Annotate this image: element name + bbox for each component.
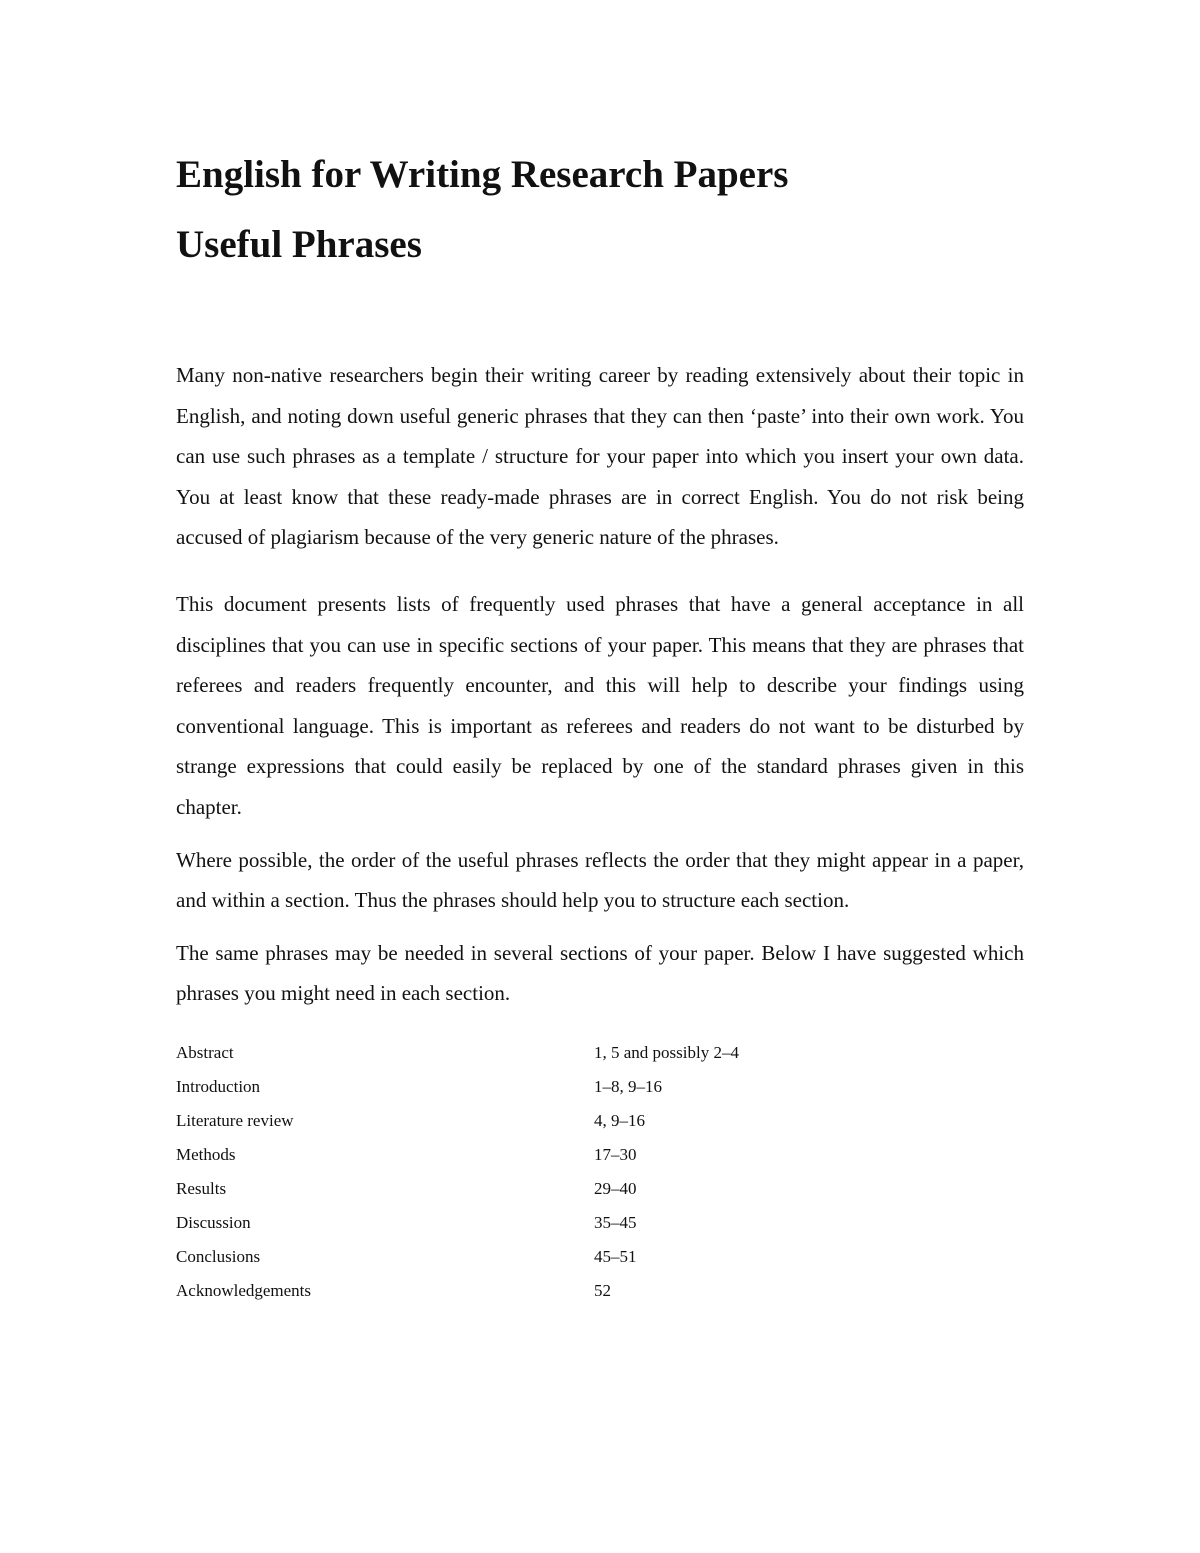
section-phrases: 29–40: [594, 1178, 637, 1198]
paragraph-intro: Many non-native researchers begin their writing career by reading extensively about their topic in English, and noting down useful generic phrases that they can then ‘paste’ into their own work. You can use such phrases as a template / structure for your paper into which you insert your own data. You at least know that these ready-made phrases are in correct English. You do not risk being accused of plagiarism because of the very generic nature of the phrases.: [176, 363, 1024, 550]
table-row: [176, 1274, 739, 1308]
section-name: Conclusions: [176, 1246, 261, 1266]
section-phrase-table: [176, 1036, 739, 1308]
section-name: Discussion: [176, 1212, 251, 1232]
table-row: [176, 1172, 739, 1206]
table-row: [176, 1036, 739, 1070]
section-name: Results: [176, 1178, 227, 1198]
section-phrases: 45–51: [594, 1246, 637, 1266]
section-phrases: 52: [594, 1280, 611, 1300]
paragraph-order: Where possible, the order of the useful phrases reflects the order that they might appear in a paper, and within a section. Thus the phrases should help you to structure each section.: [176, 847, 1024, 913]
section-phrases: 1–8, 9–16: [594, 1076, 662, 1096]
section-name: Acknowledgements: [176, 1280, 312, 1300]
section-name: Methods: [176, 1144, 236, 1164]
table-row: [176, 1240, 739, 1274]
section-name: Literature review: [176, 1110, 294, 1130]
document-title: English for Writing Research Papers: [176, 153, 789, 196]
section-name: Abstract: [176, 1042, 234, 1062]
table-row: [176, 1138, 739, 1172]
page-content: [176, 140, 1024, 1308]
section-phrases: 4, 9–16: [594, 1110, 645, 1130]
section-name: Introduction: [176, 1076, 261, 1096]
table-row: [176, 1206, 739, 1240]
paragraph-purpose: This document presents lists of frequently used phrases that have a general acceptance in all disciplines that you can use in specific sections of your paper. This means that they are phrases that referees and readers frequently encounter, and this will help to describe your findings using conventional language. This is important as referees and readers do not want to be disturbed by strange expressions that could easily be replaced by one of the standard phrases given in this chapter.: [176, 591, 1024, 819]
section-phrases: 35–45: [594, 1212, 637, 1232]
paragraph-sections: The same phrases may be needed in several sections of your paper. Below I have suggested which phrases you might need in each section.: [176, 940, 1024, 1006]
section-phrases: 17–30: [594, 1144, 637, 1164]
table-row: [176, 1104, 739, 1138]
document-subtitle: Useful Phrases: [176, 223, 422, 266]
section-phrases: 1, 5 and possibly 2–4: [594, 1042, 739, 1062]
table-row: [176, 1070, 739, 1104]
